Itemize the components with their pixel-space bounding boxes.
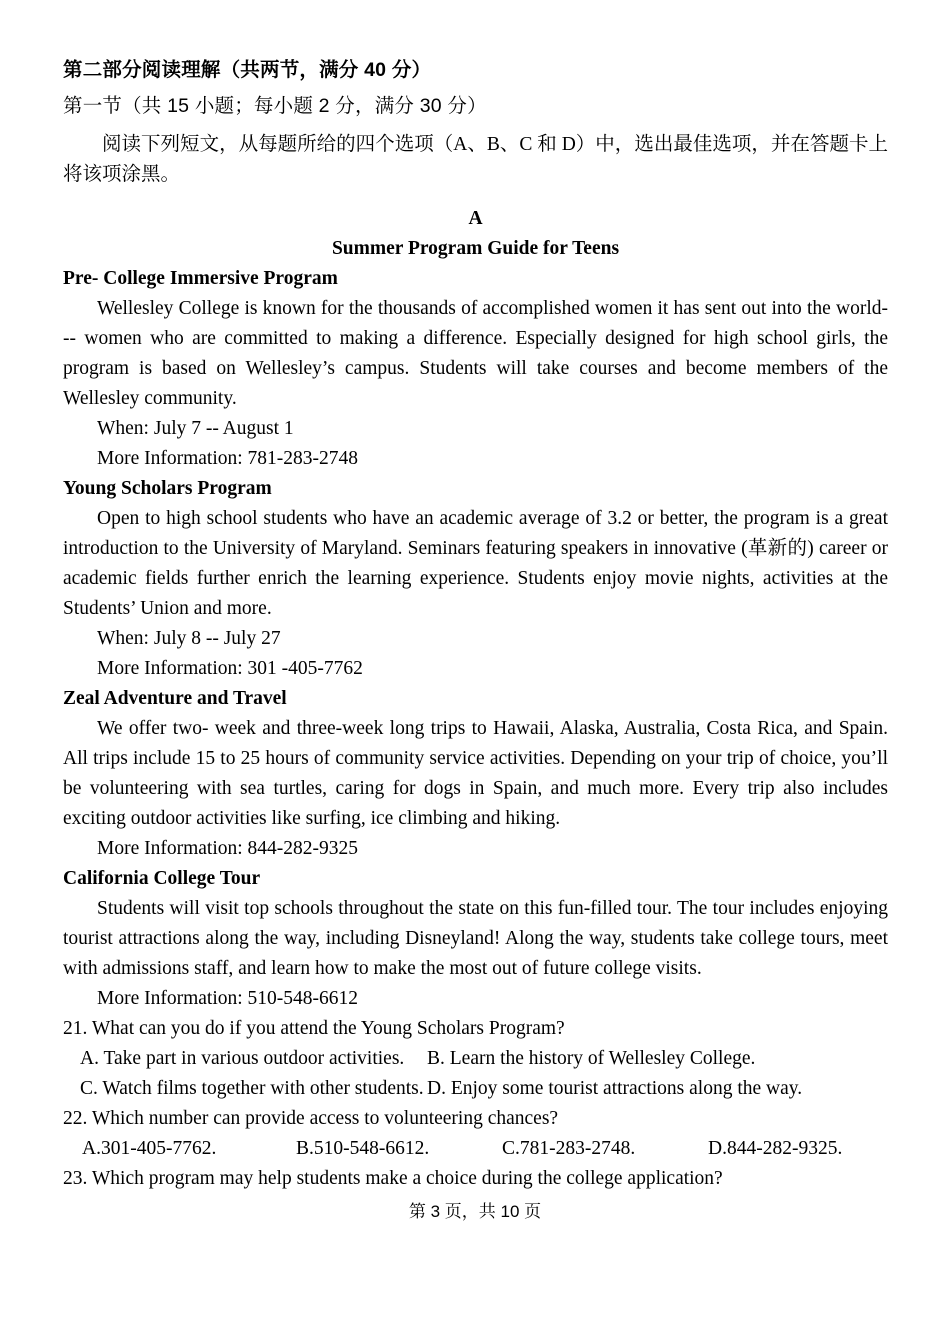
question-stem: 23. Which program may help students make a choice during the college application? xyxy=(63,1168,723,1189)
question-stem: 21. What can you do if you attend the Young Scholars Program? xyxy=(63,1018,565,1039)
option-a[interactable]: A. Take part in various outdoor activities. xyxy=(80,1048,405,1069)
passage-title: Summer Program Guide for Teens xyxy=(331,238,620,259)
program-heading: Young Scholars Program xyxy=(63,478,272,499)
section-instruction: 阅读下列短文，从每题所给的四个选项（A、B、C 和 D）中，选出最佳选项，并在答题卡上将该项涂黑。 xyxy=(63,134,888,185)
option-row xyxy=(63,1044,888,1074)
program-body: Open to high school students who have an academic average of 3.2 or better, the program is a great introduction to the University of Maryland. Seminars featuring speakers in innovative (革新的) career or academic fields further enrich the learning experience. Students enjoy movie nights, activities at the Students’ Union and more. xyxy=(63,508,888,619)
page-content xyxy=(63,52,888,1194)
option-d[interactable]: D.844-282-9325. xyxy=(708,1138,843,1159)
program-body: Students will visit top schools throughout the state on this fun-filled tour. The tour includes enjoying tourist attractions along the way, including Disneyland! Along the way, students take college tours, meet with admissions staff, and learn how to make the most out of future college visits. xyxy=(63,898,888,979)
option-b[interactable]: B.510-548-6612. xyxy=(296,1138,430,1159)
program-body: We offer two- week and three-week long trips to Hawaii, Alaska, Australia, Costa Rica, and Spain. All trips include 15 to 25 hours of community service activities. Depending on your trip of choice, you’ll be volunteering with sea turtles, caring for dogs in Spain, and much more. Every trip also includes exciting outdoor activities like surfing, ice climbing and hiking. xyxy=(63,718,888,829)
option-row xyxy=(63,1134,888,1164)
option-a[interactable]: A.301-405-7762. xyxy=(82,1138,217,1159)
option-b[interactable]: B. Learn the history of Wellesley College. xyxy=(427,1048,756,1069)
page-footer xyxy=(0,1200,950,1224)
program-heading: Zeal Adventure and Travel xyxy=(63,688,287,709)
program-body: Wellesley College is known for the thousands of accomplished women it has sent out into the world--- women who are committed to making a difference. Especially designed for high school girls, the program is based on Wellesley’s campus. Students will take courses and become members of the Wellesley community. xyxy=(63,298,888,409)
section-title: 第一节（共 15 小题；每小题 2 分，满分 30 分） xyxy=(63,95,487,117)
program-more-info: More Information: 301 -405-7762 xyxy=(97,658,363,679)
program-when: When: July 7 -- August 1 xyxy=(97,418,294,439)
program-more-info: More Information: 844-282-9325 xyxy=(97,838,359,859)
program-heading: Pre- College Immersive Program xyxy=(63,268,338,289)
program-when: When: July 8 -- July 27 xyxy=(97,628,281,649)
option-d[interactable]: D. Enjoy some tourist attractions along the way. xyxy=(427,1078,803,1099)
option-c[interactable]: C. Watch films together with other students. xyxy=(80,1078,424,1099)
page-number-text: 第 3 页，共 10 页 xyxy=(408,1202,542,1221)
part-title: 第二部分阅读理解（共两节，满分 40 分） xyxy=(63,59,432,81)
passage-letter: A xyxy=(468,208,483,229)
option-row xyxy=(63,1074,888,1104)
program-more-info: More Information: 510-548-6612 xyxy=(97,988,359,1009)
program-heading: California College Tour xyxy=(63,868,261,889)
question-stem: 22. Which number can provide access to volunteering chances? xyxy=(63,1108,559,1129)
option-c[interactable]: C.781-283-2748. xyxy=(502,1138,636,1159)
program-more-info: More Information: 781-283-2748 xyxy=(97,448,359,469)
